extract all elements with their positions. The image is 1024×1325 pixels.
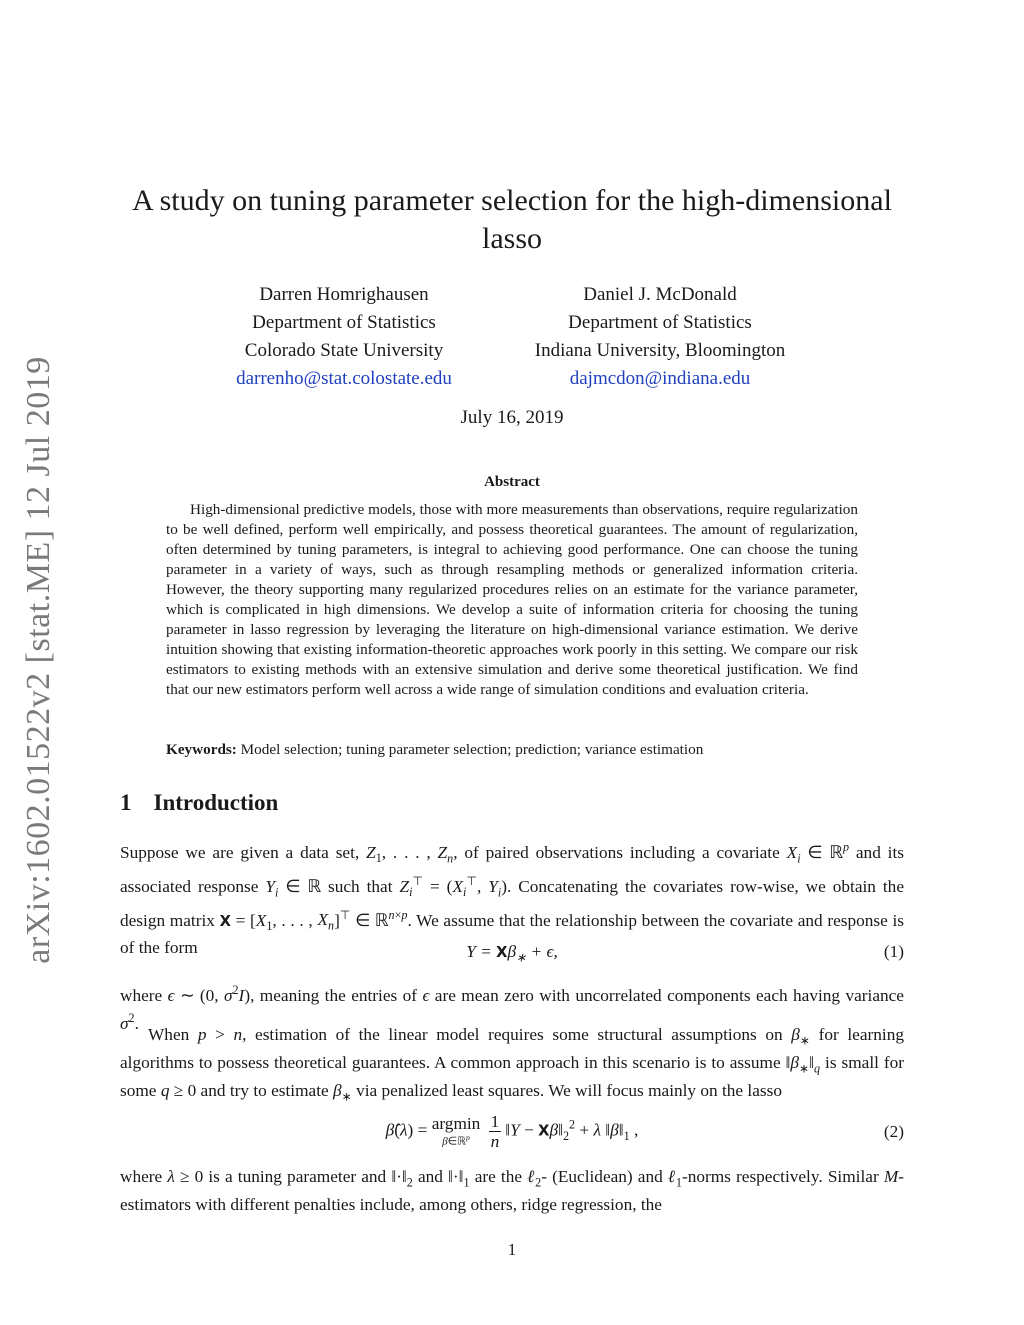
equation-2-body: β̂(λ) = argmin β∈ℝ$^p$ $\frac{1}{n}$ ‖Y − $X\beta‖_2^2 + \lambda$ $‖\beta‖_1$ ,: [385, 1112, 639, 1152]
equation-1-number: (1): [883, 942, 904, 961]
section-title: Introduction: [153, 790, 279, 815]
author-name: Daniel J. McDonald: [583, 284, 737, 305]
argmin-operator: argmin β∈ℝ$^p$: [431, 1114, 481, 1148]
author-department: Department of Statistics: [252, 312, 436, 333]
keywords-list: Model selection; tuning parameter selection; prediction; variance estimation: [240, 741, 704, 758]
keywords-label: Keywords:: [166, 741, 237, 758]
paragraph-2: where ϵ ∼ (0, $\sigma^2I$), meaning the entries of ϵ are mean zero with uncorrelated components each having variance $\sigma^2$.: [120, 983, 904, 1034]
author-email-link[interactable]: dajmcdon@indiana.edu: [569, 368, 751, 389]
paragraph-1: Suppose we are given a data set, $Z_1$, . . . , $Z_n$, of paired observations including a covariate $X_i$ ∈ ℝ$^p$ and its associated response $Y_i$ ∈ ℝ such that $Z_i^⊤ = (X_i^⊤$, $Y_i$). Concatenating the covariates row-wise, we obtain the design matrix $X = [X_1$, . . . , $X_n]^⊤$ ∈ ℝ$^{n\times p}$. We assume that the relationship between the covariate and response is of the form: [120, 840, 905, 958]
fraction-one-over-n: $\frac{1}{n}$: [490, 1112, 500, 1152]
paper-date: July 16, 2019: [460, 407, 564, 428]
author-name: Darren Homrighausen: [259, 284, 429, 305]
author-email-link[interactable]: darrenho@stat.colostate.edu: [236, 368, 452, 389]
equation-2-number: (2): [883, 1122, 904, 1141]
equation-1-body: $Y = X\beta_∗ + \epsilon$,: [466, 942, 558, 965]
keywords-line: [166, 740, 858, 760]
author-block-2: [510, 281, 810, 393]
equation-2: [120, 1112, 904, 1156]
author-department: Department of Statistics: [568, 312, 752, 333]
abstract-text: High-dimensional predictive models, those with more measurements than observations, require regularization to be well defined, perform well empirically, and possess theoretical guarantees. The amount of regularization, often determined by tuning parameters, is integral to achieving good performance. One can choose the tuning parameter in a variety of ways, such as through resampling methods or generalized information criteria. However, the theory supporting many regularized procedures relies on an estimate for the variance parameter, which is complicated in high dimensions. We develop a suite of information criteria for choosing the tuning parameter in lasso regression by leveraging the literature on high-dimensional variance estimation. We derive intuition showing that existing information-theoretic approaches work poorly in this setting. We compare our risk estimators to existing methods with an extensive simulation and derive some theoretical justification. We find that our new estimators perform well across a wide range of simulation conditions and evaluation criteria.: [166, 501, 858, 698]
paper-title: A study on tuning parameter selection for the high-dimensional lasso: [132, 184, 892, 255]
paragraph-3: When p > n, estimation of the linear model requires some structural assumptions on $\beta_∗$ for learning algorithms to possess theoretical guarantees. A common approach in this scenario is to assume $‖\beta_∗‖_q$ is small for some q ≥ 0 and try to estimate $\beta_∗$ via penalized least squares. We will focus mainly on the lasso: [120, 1025, 904, 1104]
section-number: 1: [120, 790, 132, 815]
section-heading: [120, 790, 278, 816]
equation-1: [120, 942, 904, 966]
arxiv-stamp: [14, 356, 64, 964]
arxiv-identifier: arXiv:1602.01522v2 [stat.ME] 12 Jul 2019: [20, 356, 57, 964]
paragraph-4: where λ ≥ 0 is a tuning parameter and $‖\cdot‖_2$ and $‖\cdot‖_1$ are the ℓ$_2$- (Euclidean) and ℓ$_1$-norms respectively. Similar M-estimators with different penalties include, among others, ridge regression, the: [120, 1167, 904, 1215]
abstract-heading: Abstract: [484, 474, 540, 490]
author-institution: Colorado State University: [244, 340, 444, 361]
author-block-1: [194, 281, 494, 393]
page-number: 1: [507, 1240, 517, 1259]
author-institution: Indiana University, Bloomington: [534, 340, 786, 361]
